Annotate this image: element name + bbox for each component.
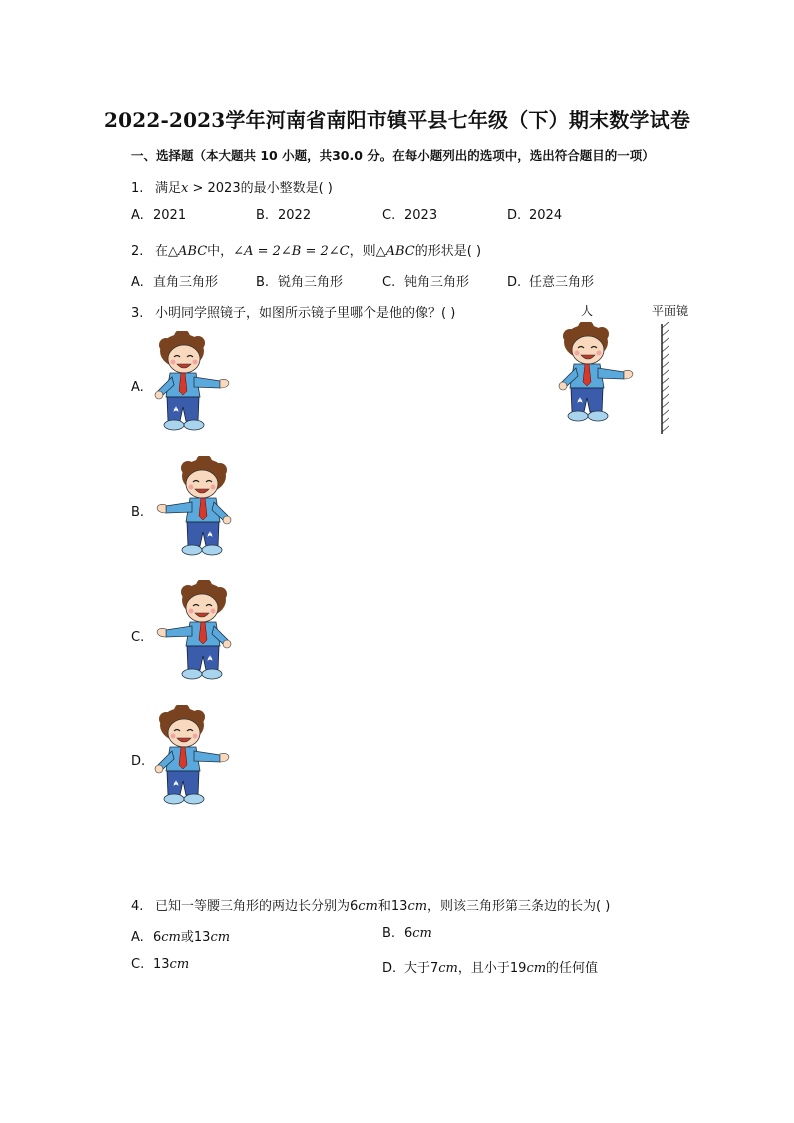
option-b-boy-illustration[interactable] bbox=[152, 456, 232, 562]
option-c[interactable] bbox=[382, 271, 469, 290]
option-a[interactable] bbox=[131, 926, 230, 945]
question-text: 小明同学照镜子，如图所示镜子里哪个是他的像？( ) bbox=[155, 306, 456, 321]
option-d-label[interactable]: D. bbox=[131, 754, 146, 769]
option-d[interactable] bbox=[507, 208, 562, 223]
option-b[interactable] bbox=[256, 271, 343, 290]
option-text: 13 bbox=[153, 957, 170, 972]
option-d-boy-illustration[interactable] bbox=[154, 705, 234, 811]
option-label: C. bbox=[382, 275, 396, 290]
question-1 bbox=[131, 177, 333, 196]
unit: cm bbox=[407, 899, 428, 914]
question-2 bbox=[131, 240, 481, 259]
option-text: ，且小于19 bbox=[457, 961, 527, 976]
option-c-boy-illustration[interactable] bbox=[152, 580, 232, 686]
option-label: B. bbox=[382, 926, 396, 941]
option-text: 6 bbox=[153, 930, 162, 945]
unit: cm bbox=[412, 926, 432, 941]
question-text: > 2023的最小整数是( ) bbox=[188, 181, 333, 196]
option-text: 2022 bbox=[278, 208, 312, 223]
unit: cm bbox=[438, 961, 458, 976]
math-expression: ∠A = 2∠B = 2∠C bbox=[233, 244, 350, 259]
question-text: 的形状是( ) bbox=[414, 244, 482, 259]
question-text: 中， bbox=[207, 244, 234, 259]
figure-mirror-label: 平面镜 bbox=[652, 304, 689, 318]
option-text: 2024 bbox=[529, 208, 563, 223]
option-label: C. bbox=[131, 957, 145, 972]
unit: cm bbox=[526, 961, 547, 976]
option-label: B. bbox=[256, 208, 270, 223]
unit: cm bbox=[169, 957, 190, 972]
option-a-boy-illustration[interactable] bbox=[154, 331, 234, 437]
option-label: B. bbox=[256, 275, 270, 290]
option-label: D. bbox=[382, 961, 397, 976]
question-number: 1. bbox=[131, 181, 144, 196]
option-a[interactable] bbox=[131, 271, 218, 290]
question-text: ，则该三角形第三条边的长为( ) bbox=[427, 899, 611, 914]
question-text: 已知一等腰三角形的两边长分别为6 bbox=[155, 899, 359, 914]
option-label: C. bbox=[382, 208, 396, 223]
section-heading: 一、选择题（本大题共 10 小题，共30.0 分。在每小题列出的选项中，选出符合题目的一项） bbox=[131, 148, 655, 163]
option-text: 钝角三角形 bbox=[404, 275, 470, 290]
unit: cm bbox=[161, 930, 181, 945]
option-d[interactable] bbox=[382, 957, 598, 976]
question-text: 满足 bbox=[155, 181, 182, 196]
option-text: 或13 bbox=[180, 930, 211, 945]
option-text: 大于7 bbox=[404, 961, 439, 976]
option-b[interactable] bbox=[256, 208, 311, 223]
question-text: ，则 bbox=[349, 244, 376, 259]
figure-person-label: 人 bbox=[581, 304, 594, 318]
unit: cm bbox=[210, 930, 231, 945]
question-text: 在 bbox=[155, 244, 169, 259]
math-expression: △ABC bbox=[375, 244, 415, 259]
math-variable: x bbox=[181, 181, 189, 196]
question-text: 和13 bbox=[377, 899, 408, 914]
option-b-label[interactable]: B. bbox=[131, 505, 145, 520]
question-4 bbox=[131, 895, 610, 914]
question-number: 3. bbox=[131, 306, 144, 321]
option-d[interactable] bbox=[507, 271, 594, 290]
math-expression: △ABC bbox=[168, 244, 208, 259]
option-label: A. bbox=[131, 208, 144, 223]
option-label: A. bbox=[131, 275, 144, 290]
option-text: 锐角三角形 bbox=[278, 275, 344, 290]
option-b[interactable] bbox=[382, 926, 432, 941]
question-number: 4. bbox=[131, 899, 144, 914]
option-c[interactable] bbox=[131, 957, 189, 972]
option-text: 任意三角形 bbox=[529, 275, 595, 290]
option-label: D. bbox=[507, 275, 522, 290]
plane-mirror-illustration bbox=[656, 322, 672, 436]
question-3 bbox=[131, 302, 455, 321]
option-a-label[interactable]: A. bbox=[131, 380, 144, 395]
option-text: 2023 bbox=[404, 208, 438, 223]
option-c-label[interactable]: C. bbox=[131, 630, 145, 645]
option-text: 6 bbox=[404, 926, 413, 941]
exam-title: 2022-2023学年河南省南阳市镇平县七年级（下）期末数学试卷 bbox=[103, 108, 691, 132]
option-a[interactable] bbox=[131, 208, 186, 223]
option-text: 的任何值 bbox=[546, 961, 599, 976]
option-text: 直角三角形 bbox=[153, 275, 219, 290]
option-label: D. bbox=[507, 208, 522, 223]
option-c[interactable] bbox=[382, 208, 437, 223]
option-text: 2021 bbox=[153, 208, 187, 223]
option-label: A. bbox=[131, 930, 144, 945]
unit: cm bbox=[358, 899, 378, 914]
question-number: 2. bbox=[131, 244, 144, 259]
reference-boy-illustration bbox=[558, 322, 638, 428]
